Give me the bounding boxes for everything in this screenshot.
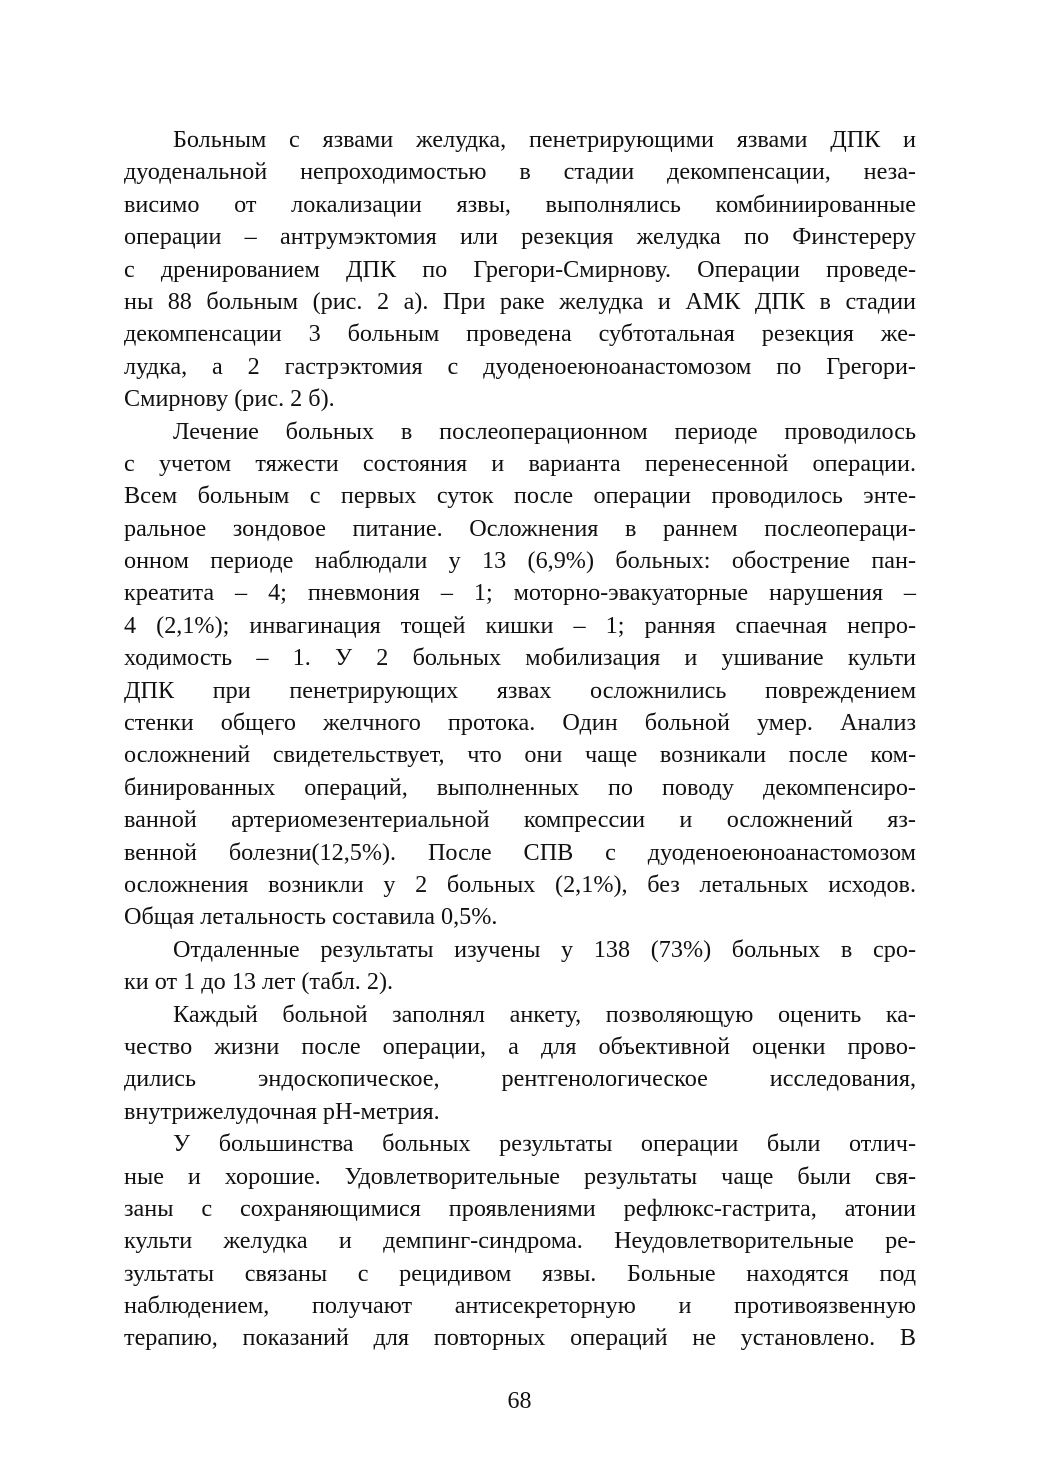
text-line: дились эндоскопическое, рентгенологическое исследования, — [124, 1065, 916, 1093]
text-line: осложнения возникли у 2 больных (2,1%), без летальных исходов. — [124, 870, 916, 898]
text-line: Общая летальность составила 0,5%. — [124, 903, 498, 931]
paragraph-5 — [124, 1128, 916, 1355]
text-line: Больным с язвами желудка, пенетрирующими язвами ДПК и — [173, 126, 916, 153]
text-line: культи желудка и демпинг-синдрома. Неудовлетворительные ре- — [124, 1227, 916, 1255]
text-line: 4 (2,1%); инвагинация тощей кишки – 1; ранняя спаечная непро- — [124, 611, 916, 639]
text-line: креатита – 4; пневмония – 1; моторно-эвакуаторные нарушения – — [124, 579, 916, 607]
text-line: декомпенсации 3 больным проведена субтотальная резекция же- — [124, 320, 916, 348]
text-line: ные и хорошие. Удовлетворительные результаты чаще были свя- — [124, 1162, 916, 1190]
text-line: осложнений свидетельствует, что они чаще возникали после ком- — [124, 741, 916, 769]
text-line: Всем больным с первых суток после операции проводилось энте- — [124, 482, 916, 510]
paragraph-3 — [124, 934, 916, 999]
text-line: ральное зондовое питание. Осложнения в раннем послеопераци- — [124, 514, 916, 542]
text-line: зультаты связаны с рецидивом язвы. Больные находятся под — [124, 1259, 916, 1287]
text-line: дуоденальной непроходимостью в стадии декомпенсации, неза- — [124, 158, 916, 186]
text-line: висимо от локализации язвы, выполнялись комбиниированные — [124, 190, 916, 218]
text-line: стенки общего желчного протока. Один больной умер. Анализ — [124, 709, 916, 737]
paragraph-4 — [124, 999, 916, 1129]
text-line: ны 88 больным (рис. 2 а). При раке желудка и АМК ДПК в стадии — [124, 287, 916, 315]
text-line: ходимость – 1. У 2 больных мобилизация и ушивание культи — [124, 644, 916, 672]
paragraph-2 — [124, 416, 916, 934]
text-line: онном периоде наблюдали у 13 (6,9%) больных: обострение пан- — [124, 547, 916, 575]
text-line: Каждый больной заполнял анкету, позволяющую оценить ка- — [173, 1000, 916, 1028]
text-line: внутрижелудочная pH-метрия. — [124, 1097, 440, 1125]
text-line: заны с сохраняющимися проявлениями рефлюкс-гастрита, атонии — [124, 1194, 916, 1222]
text-line: У большинства больных результаты операции были отлич- — [173, 1130, 916, 1158]
text-line: ДПК при пенетрирующих язвах осложнились повреждением — [124, 676, 916, 704]
text-line: лудка, а 2 гастрэктомия с дуоденоеюноанастомозом по Грегори- — [124, 352, 916, 380]
text-line: операции – антрумэктомия или резекция желудка по Финстереру — [124, 223, 916, 251]
text-line: Лечение больных в послеоперационном периоде проводилось — [173, 417, 916, 445]
page-number: 68 — [507, 1388, 532, 1414]
text-line: наблюдением, получают антисекреторную и противоязвенную — [124, 1292, 916, 1320]
text-line: ванной артериомезентериальной компрессии и осложнений яз- — [124, 806, 916, 834]
text-line: с учетом тяжести состояния и варианта перенесенной операции. — [124, 449, 916, 477]
text-line: терапию, показаний для повторных операций не установлено. В — [124, 1324, 916, 1352]
text-line: Отдаленные результаты изучены у 138 (73%) больных в сро- — [173, 935, 916, 963]
paragraph-1 — [124, 124, 916, 416]
text-line: с дренированием ДПК по Грегори-Смирнову. Операции проведе- — [124, 255, 916, 283]
document-body — [124, 124, 916, 1355]
text-line: Смирнову (рис. 2 б). — [124, 385, 335, 413]
text-line: чество жизни после операции, а для объективной оценки прово- — [124, 1032, 916, 1060]
text-line: бинированных операций, выполненных по поводу декомпенсиро- — [124, 773, 916, 801]
text-line: венной болезни(12,5%). После СПВ с дуоденоеюноанастомозом — [124, 838, 916, 866]
text-line: ки от 1 до 13 лет (табл. 2). — [124, 968, 394, 996]
